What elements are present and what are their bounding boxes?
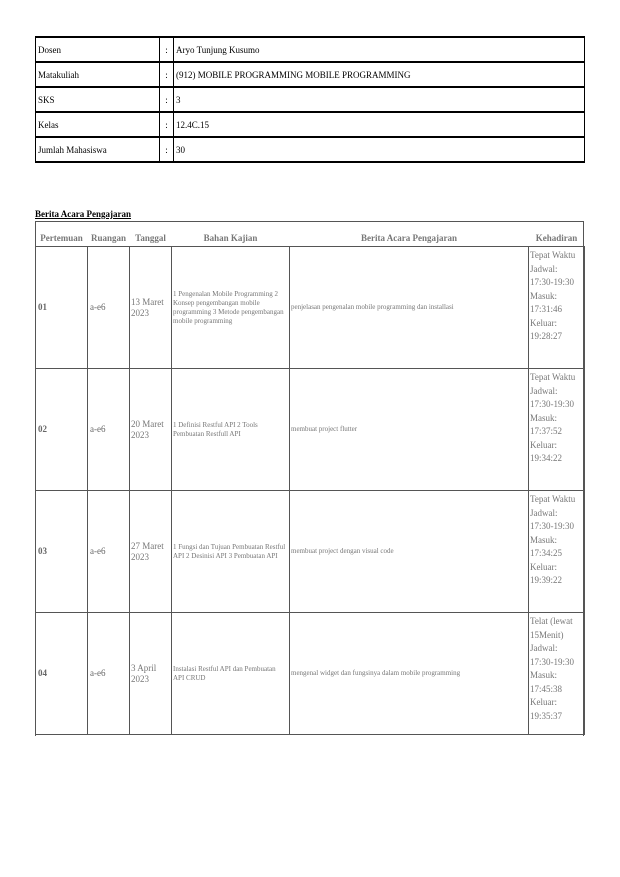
info-row-jumlah-mahasiswa bbox=[36, 137, 585, 162]
cell-bahan-kajian: Instalasi Restful API dan Pembuatan API CRUD bbox=[172, 613, 290, 735]
cell-kehadiran: Telat (lewat 15Menit) Jadwal: 17:30-19:30 Masuk: 17:45:38 Keluar: 19:35:37 bbox=[529, 613, 585, 735]
cell-kehadiran: Tepat Waktu Jadwal: 17:30-19:30 Masuk: 17:31:46 Keluar: 19:28:27 bbox=[529, 247, 585, 369]
table-header-row bbox=[36, 230, 585, 247]
cell-ruangan: a-e6 bbox=[88, 613, 130, 735]
berita-acara-table bbox=[35, 230, 585, 735]
info-value: 3 bbox=[174, 87, 585, 112]
info-label: Kelas bbox=[36, 112, 160, 137]
header-tanggal: Tanggal bbox=[130, 230, 172, 247]
cell-tanggal: 27 Maret 2023 bbox=[130, 491, 172, 613]
section-title: Berita Acara Pengajaran bbox=[35, 209, 131, 219]
header-bahan-kajian: Bahan Kajian bbox=[172, 230, 290, 247]
info-value: (912) MOBILE PROGRAMMING MOBILE PROGRAMMING bbox=[174, 62, 585, 87]
info-value: 30 bbox=[174, 137, 585, 162]
info-row-matakuliah bbox=[36, 62, 585, 87]
info-colon: : bbox=[160, 62, 174, 87]
cell-tanggal: 3 April 2023 bbox=[130, 613, 172, 735]
info-label: SKS bbox=[36, 87, 160, 112]
cell-pertemuan: 01 bbox=[36, 247, 88, 369]
info-value: Aryo Tunjung Kusumo bbox=[174, 37, 585, 62]
info-label: Jumlah Mahasiswa bbox=[36, 137, 160, 162]
cell-kehadiran: Tepat Waktu Jadwal: 17:30-19:30 Masuk: 17:34:25 Keluar: 19:39:22 bbox=[529, 491, 585, 613]
cell-bahan-kajian: 1 Pengenalan Mobile Programming 2 Konsep pengembangan mobile programming 3 Metode pengembangan mobile programming bbox=[172, 247, 290, 369]
cell-pertemuan: 04 bbox=[36, 613, 88, 735]
cell-tanggal: 13 Maret 2023 bbox=[130, 247, 172, 369]
cell-bahan-kajian: 1 Fungsi dan Tujuan Pembuatan Restful API 2 Desinisi API 3 Pembuatan API bbox=[172, 491, 290, 613]
info-row-kelas bbox=[36, 112, 585, 137]
info-colon: : bbox=[160, 37, 174, 62]
cell-pertemuan: 02 bbox=[36, 369, 88, 491]
header-pertemuan: Pertemuan bbox=[36, 230, 88, 247]
table-row bbox=[36, 613, 585, 735]
info-value: 12.4C.15 bbox=[174, 112, 585, 137]
cell-pertemuan: 03 bbox=[36, 491, 88, 613]
cell-bahan-kajian: 1 Definisi Restful API 2 Tools Pembuatan Restfull API bbox=[172, 369, 290, 491]
cell-berita-acara: mengenal widget dan fungsinya dalam mobile programming bbox=[290, 613, 529, 735]
table-row bbox=[36, 491, 585, 613]
cell-kehadiran: Tepat Waktu Jadwal: 17:30-19:30 Masuk: 17:37:52 Keluar: 19:34:22 bbox=[529, 369, 585, 491]
cell-berita-acara: penjelasan pengenalan mobile programming dan installasi bbox=[290, 247, 529, 369]
course-info-table bbox=[35, 36, 585, 163]
info-label: Dosen bbox=[36, 37, 160, 62]
table-row bbox=[36, 369, 585, 491]
header-berita-acara: Berita Acara Pengajaran bbox=[290, 230, 529, 247]
cell-berita-acara: membuat project dengan visual code bbox=[290, 491, 529, 613]
info-colon: : bbox=[160, 112, 174, 137]
info-colon: : bbox=[160, 137, 174, 162]
cell-ruangan: a-e6 bbox=[88, 491, 130, 613]
cell-tanggal: 20 Maret 2023 bbox=[130, 369, 172, 491]
cell-ruangan: a-e6 bbox=[88, 369, 130, 491]
cell-ruangan: a-e6 bbox=[88, 247, 130, 369]
header-kehadiran: Kehadiran bbox=[529, 230, 585, 247]
info-row-sks bbox=[36, 87, 585, 112]
cell-berita-acara: membuat project flutter bbox=[290, 369, 529, 491]
info-label: Matakuliah bbox=[36, 62, 160, 87]
info-colon: : bbox=[160, 87, 174, 112]
info-row-dosen bbox=[36, 37, 585, 62]
header-ruangan: Ruangan bbox=[88, 230, 130, 247]
table-row bbox=[36, 247, 585, 369]
